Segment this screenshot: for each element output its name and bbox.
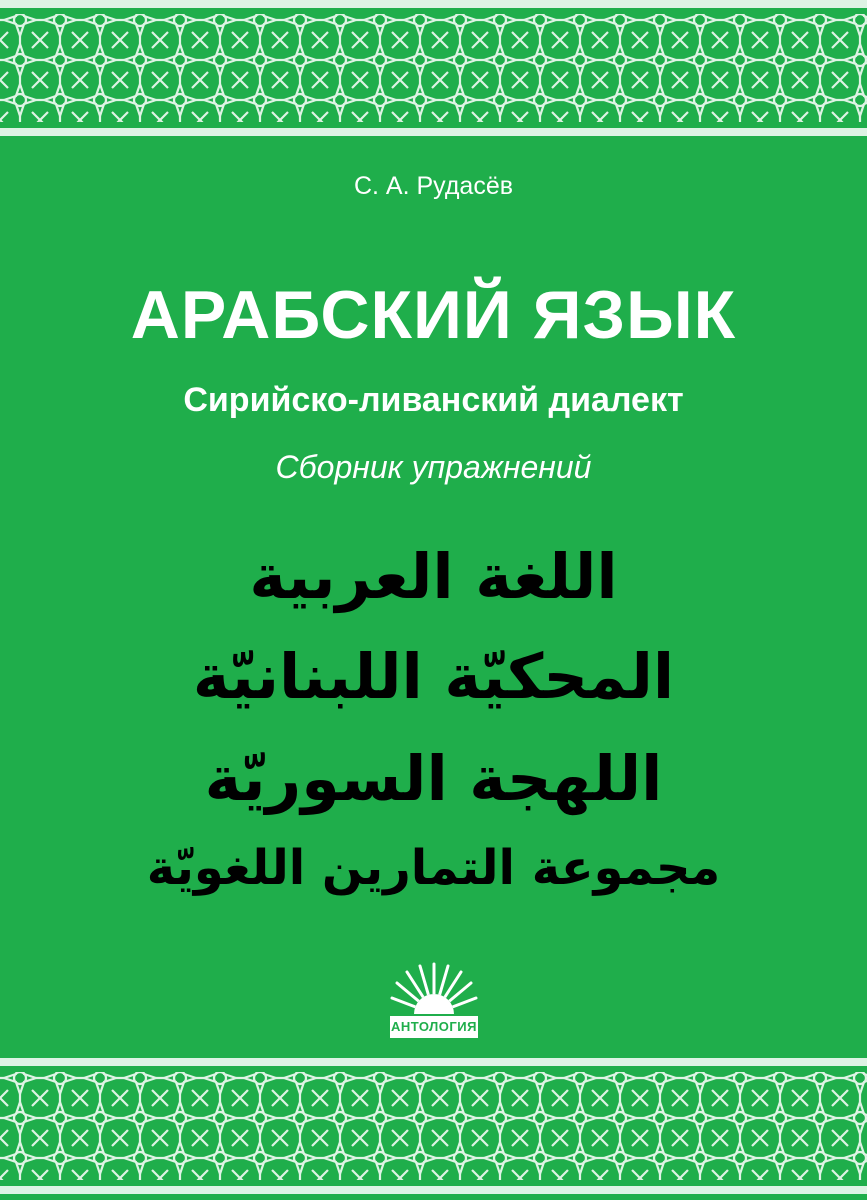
- book-collection-label: Сборник упражнений: [275, 449, 592, 485]
- book-subtitle: Сирийско-ливанский диалект: [183, 381, 684, 419]
- arabic-title-line-1: اللغة العربية: [249, 540, 618, 613]
- top-ornament-band: [0, 0, 867, 136]
- arabic-title-line-2: المحكيّة اللبنانيّة: [192, 640, 675, 713]
- publisher-name: АНТОЛОГИЯ: [390, 1016, 478, 1038]
- author-name: С. А. Рудасёв: [353, 172, 514, 200]
- arabic-title-line-3: اللهجة السوريّة: [204, 742, 663, 815]
- arabic-title-line-4: مجموعة التمارين اللغويّة: [146, 840, 721, 896]
- bottom-ornament-band: [0, 1058, 867, 1194]
- book-title: АРАБСКИЙ ЯЗЫК: [130, 277, 737, 353]
